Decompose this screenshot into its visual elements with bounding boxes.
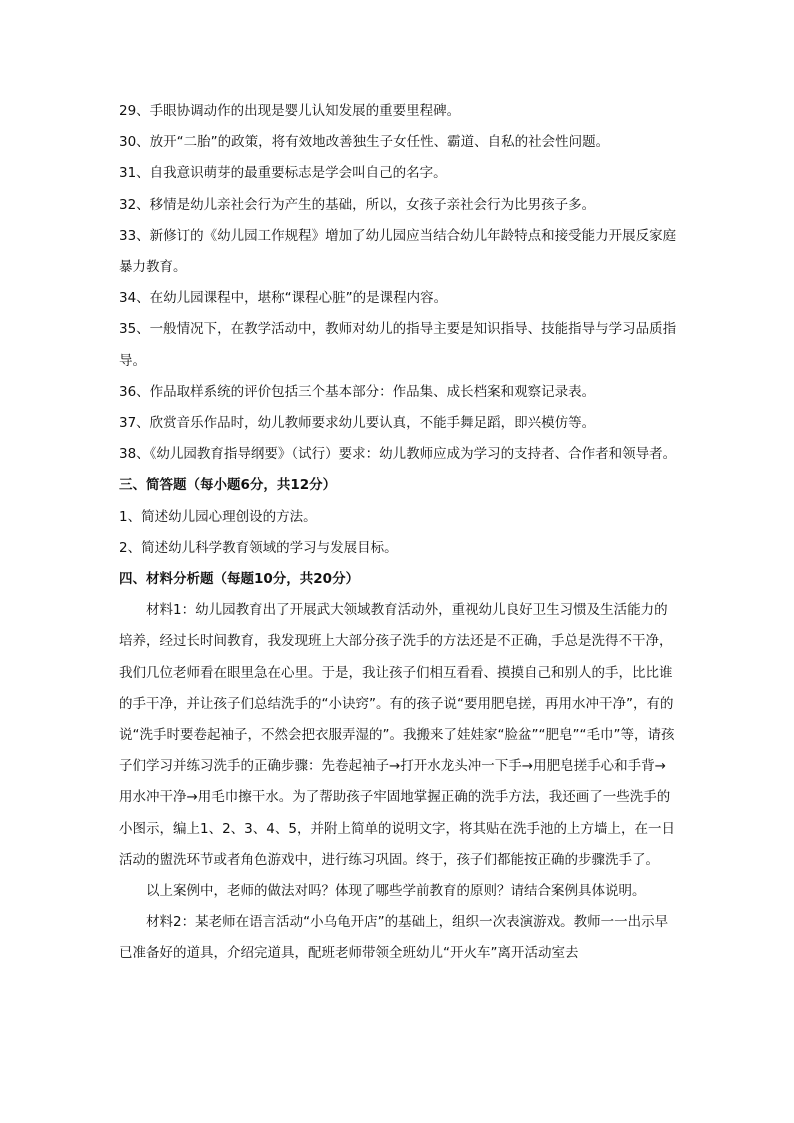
statement-35: 35、一般情况下，在教学活动中，教师对幼儿的指导主要是知识指导、技能指导与学习品质指导。 [119,321,677,369]
question-1: 以上案例中，老师的做法对吗？体现了哪些学前教育的原则？请结合案例具体说明。 [146,883,646,900]
material-1: 材料1：幼儿园教育出了开展武大领域教育活动外，重视幼儿良好卫生习惯及生活能力的培养，经过长时间教育，我发现班上大部分孩子洗手的方法还是不正确，手总是洗得不干净，我们几位老师看在眼里急在心里。于是，我让孩子们相互看看、摸摸自己和别人的手，比比谁的手干净，并让孩子们总结洗手的“小诀窍”。有的孩子说“要用肥皂搓，再用水冲干净”，有的说“洗手时要卷起袖子，不然会把衣服弄湿的”。我搬来了娃娃家“脸盆”“肥皂”“毛巾”等，请孩子们学习并练习洗手的正确步骤：先卷起袖子→打开水龙头冲一下手→用肥皂搓手心和手背→用水冲干净→用毛巾擦干水。为了帮助孩子牢固地掌握正确的洗手方法，我还画了一些洗手的小图示，编上1、2、3、4、5，并附上简单的说明文字，将其贴在洗手池的上方墙上，在一日活动的盥洗环节或者角色游戏中，进行练习巩固。终于，孩子们都能按正确的步骤洗手了。 [119,602,675,868]
statement-29: 29、手眼协调动作的出现是婴儿认知发展的重要里程碑。 [119,103,461,119]
statement-31: 31、自我意识萌芽的最重要标志是学会叫自己的名字。 [119,165,447,182]
statement-34: 34、在幼儿园课程中，堪称“课程心脏”的是课程内容。 [119,290,448,307]
section-4-heading: 四、材料分析题（每题10分，共20分） [119,571,360,588]
material-2: 材料2：某老师在语言活动“小乌龟开店”的基础上，组织一次表演游戏。教师一一出示早已准备好的道具，介绍完道具，配班老师带领全班幼儿“开火车”离开活动室去 [119,914,669,962]
short-answer-1: 1、简述幼儿园心理创设的方法。 [119,508,317,525]
short-answer-2: 2、简述幼儿科学教育领域的学习与发展目标。 [119,539,398,556]
statement-33: 33、新修订的《幼儿园工作规程》增加了幼儿园应当结合幼儿年龄特点和接受能力开展反家庭暴力教育。 [119,227,677,276]
document-body [119,96,679,970]
statement-36: 36、作品取样系统的评价包括三个基本部分：作品集、成长档案和观察记录表。 [119,383,596,400]
section-3-heading: 三、简答题（每小题6分，共12分） [119,477,337,494]
statement-32: 32、移情是幼儿亲社会行为产生的基础，所以，女孩子亲社会行为比男孩子多。 [119,196,596,213]
statement-37: 37、欣赏音乐作品时，幼儿教师要求幼儿要认真，不能手舞足蹈，即兴模仿等。 [119,415,596,432]
statement-38: 38、《幼儿园教育指导纲要》（试行）要求：幼儿教师应成为学习的支持者、合作者和领导者。 [119,446,677,463]
statement-30: 30、放开“二胎”的政策，将有效地改善独生子女任性、霸道、自私的社会性问题。 [119,134,610,151]
